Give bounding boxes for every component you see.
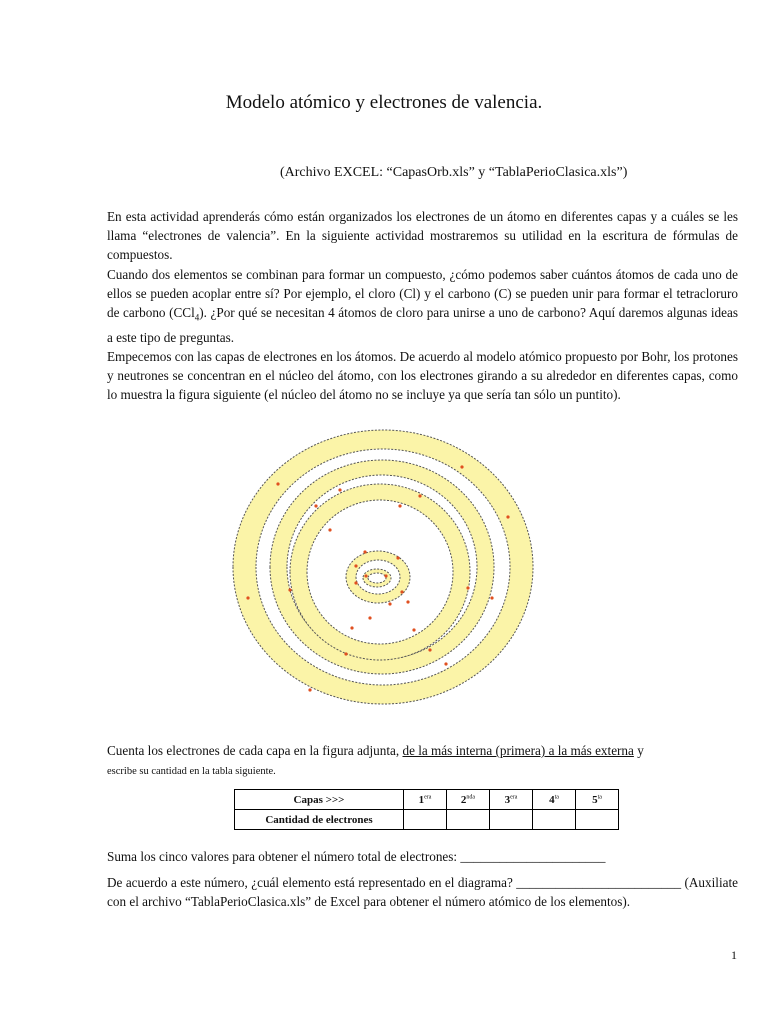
electron-dot xyxy=(398,504,401,507)
electron-dot xyxy=(384,574,387,577)
element-question: De acuerdo a este número, ¿cuál elemento está representado en el diagrama? _________________________ (Auxiliate con el archivo “TablaPerioClasica.xls” de Excel para obtener el número atómico de los elementos). xyxy=(107,875,738,909)
shell-count-table xyxy=(234,789,619,830)
answer-cell-2[interactable] xyxy=(447,810,490,830)
electron-dot xyxy=(368,616,371,619)
answer-cell-5[interactable] xyxy=(576,810,619,830)
electron-dot xyxy=(506,515,509,518)
col-shell-4: $4^{ta}$ xyxy=(533,790,576,810)
question-text: Cuando dos elementos se combinan para formar un compuesto, ¿cómo podemos saber cuántos átomos de cada uno de ellos se pueden acoplar entre sí? Por ejemplo, el cloro (Cl) y el carbono (C) se pueden unir para formar el tetracloruro de carbono (CCl xyxy=(107,267,738,320)
electron-shell-5 xyxy=(363,569,391,587)
electron-dot xyxy=(460,465,463,468)
answer-cell-3[interactable] xyxy=(490,810,533,830)
electron-dot xyxy=(276,482,279,485)
page-title: Modelo atómico y electrones de valencia. xyxy=(225,92,543,113)
electron-dot xyxy=(406,600,409,603)
count-underlined: de la más interna (primera) a la más externa xyxy=(402,743,634,758)
answer-cell-1[interactable] xyxy=(404,810,447,830)
electron-dot xyxy=(466,586,469,589)
electron-dot xyxy=(418,494,421,497)
table-row-label: Cantidad de electrones xyxy=(235,810,404,830)
electron-dot xyxy=(338,488,341,491)
table-header-row xyxy=(235,790,619,810)
answer-cell-4[interactable] xyxy=(533,810,576,830)
count-instruction xyxy=(107,741,738,781)
page-number: 1 xyxy=(731,948,737,962)
electron-shell-4 xyxy=(346,551,410,603)
electron-dot xyxy=(344,652,347,655)
electron-dot xyxy=(308,688,311,691)
electron-dot xyxy=(328,528,331,531)
electron-dot xyxy=(412,628,415,631)
count-small-text: escribe su cantidad en la tabla siguiente. xyxy=(107,766,276,777)
electron-dot xyxy=(388,602,391,605)
electron-dot xyxy=(490,596,493,599)
electron-dot xyxy=(428,648,431,651)
subtitle: (Archivo EXCEL: “CapasOrb.xls” y “TablaPerioClasica.xls”) xyxy=(280,165,628,180)
col-shell-1: $1^{era}$ xyxy=(404,790,447,810)
sum-instruction: Suma los cinco valores para obtener el número total de electrones: ______________________ xyxy=(107,849,606,864)
electron-dot xyxy=(396,556,399,559)
electron-dot xyxy=(364,574,367,577)
table-header-label: Capas >>> xyxy=(235,790,404,810)
col-shell-3: $3^{era}$ xyxy=(490,790,533,810)
col-shell-2: $2^{nda}$ xyxy=(447,790,490,810)
bohr-paragraph: Empecemos con las capas de electrones en los átomos. De acuerdo al modelo atómico propuesto por Bohr, los protones y neutrones se concentran en el núcleo del átomo, con los electrones girando a su alrededor en diferentes capas, como lo muestra la figura siguiente (el núcleo del átomo no se incluye ya que sería tan sólo un puntito). xyxy=(107,349,738,402)
electron-dot xyxy=(400,590,403,593)
electron-dot xyxy=(363,550,366,553)
electron-dot xyxy=(354,581,357,584)
electron-dot xyxy=(354,564,357,567)
intro-paragraph: En esta actividad aprenderás cómo están organizados los electrones de un átomo en diferentes capas y a cuáles se les llama “electrones de valencia”. En la siguiente actividad mostraremos su utilidad en la escritura de fórmulas de compuestos. xyxy=(107,209,738,262)
question-text-end: ). ¿Por qué se necesitan 4 átomos de cloro para unirse a uno de carbono? Aquí daremos algunas ideas a este tipo de preguntas. xyxy=(107,305,738,345)
ccl4-subscript: 4 xyxy=(194,312,200,323)
electron-dot xyxy=(314,504,317,507)
count-text-end: y xyxy=(633,743,644,758)
electron-dot xyxy=(350,626,353,629)
electron-dot xyxy=(246,596,249,599)
electron-dot xyxy=(444,662,447,665)
table-row xyxy=(235,810,619,830)
col-shell-5: $5^{ta}$ xyxy=(576,790,619,810)
count-text: Cuenta los electrones de cada capa en la figura adjunta, xyxy=(107,743,403,758)
electron-dot xyxy=(288,588,291,591)
